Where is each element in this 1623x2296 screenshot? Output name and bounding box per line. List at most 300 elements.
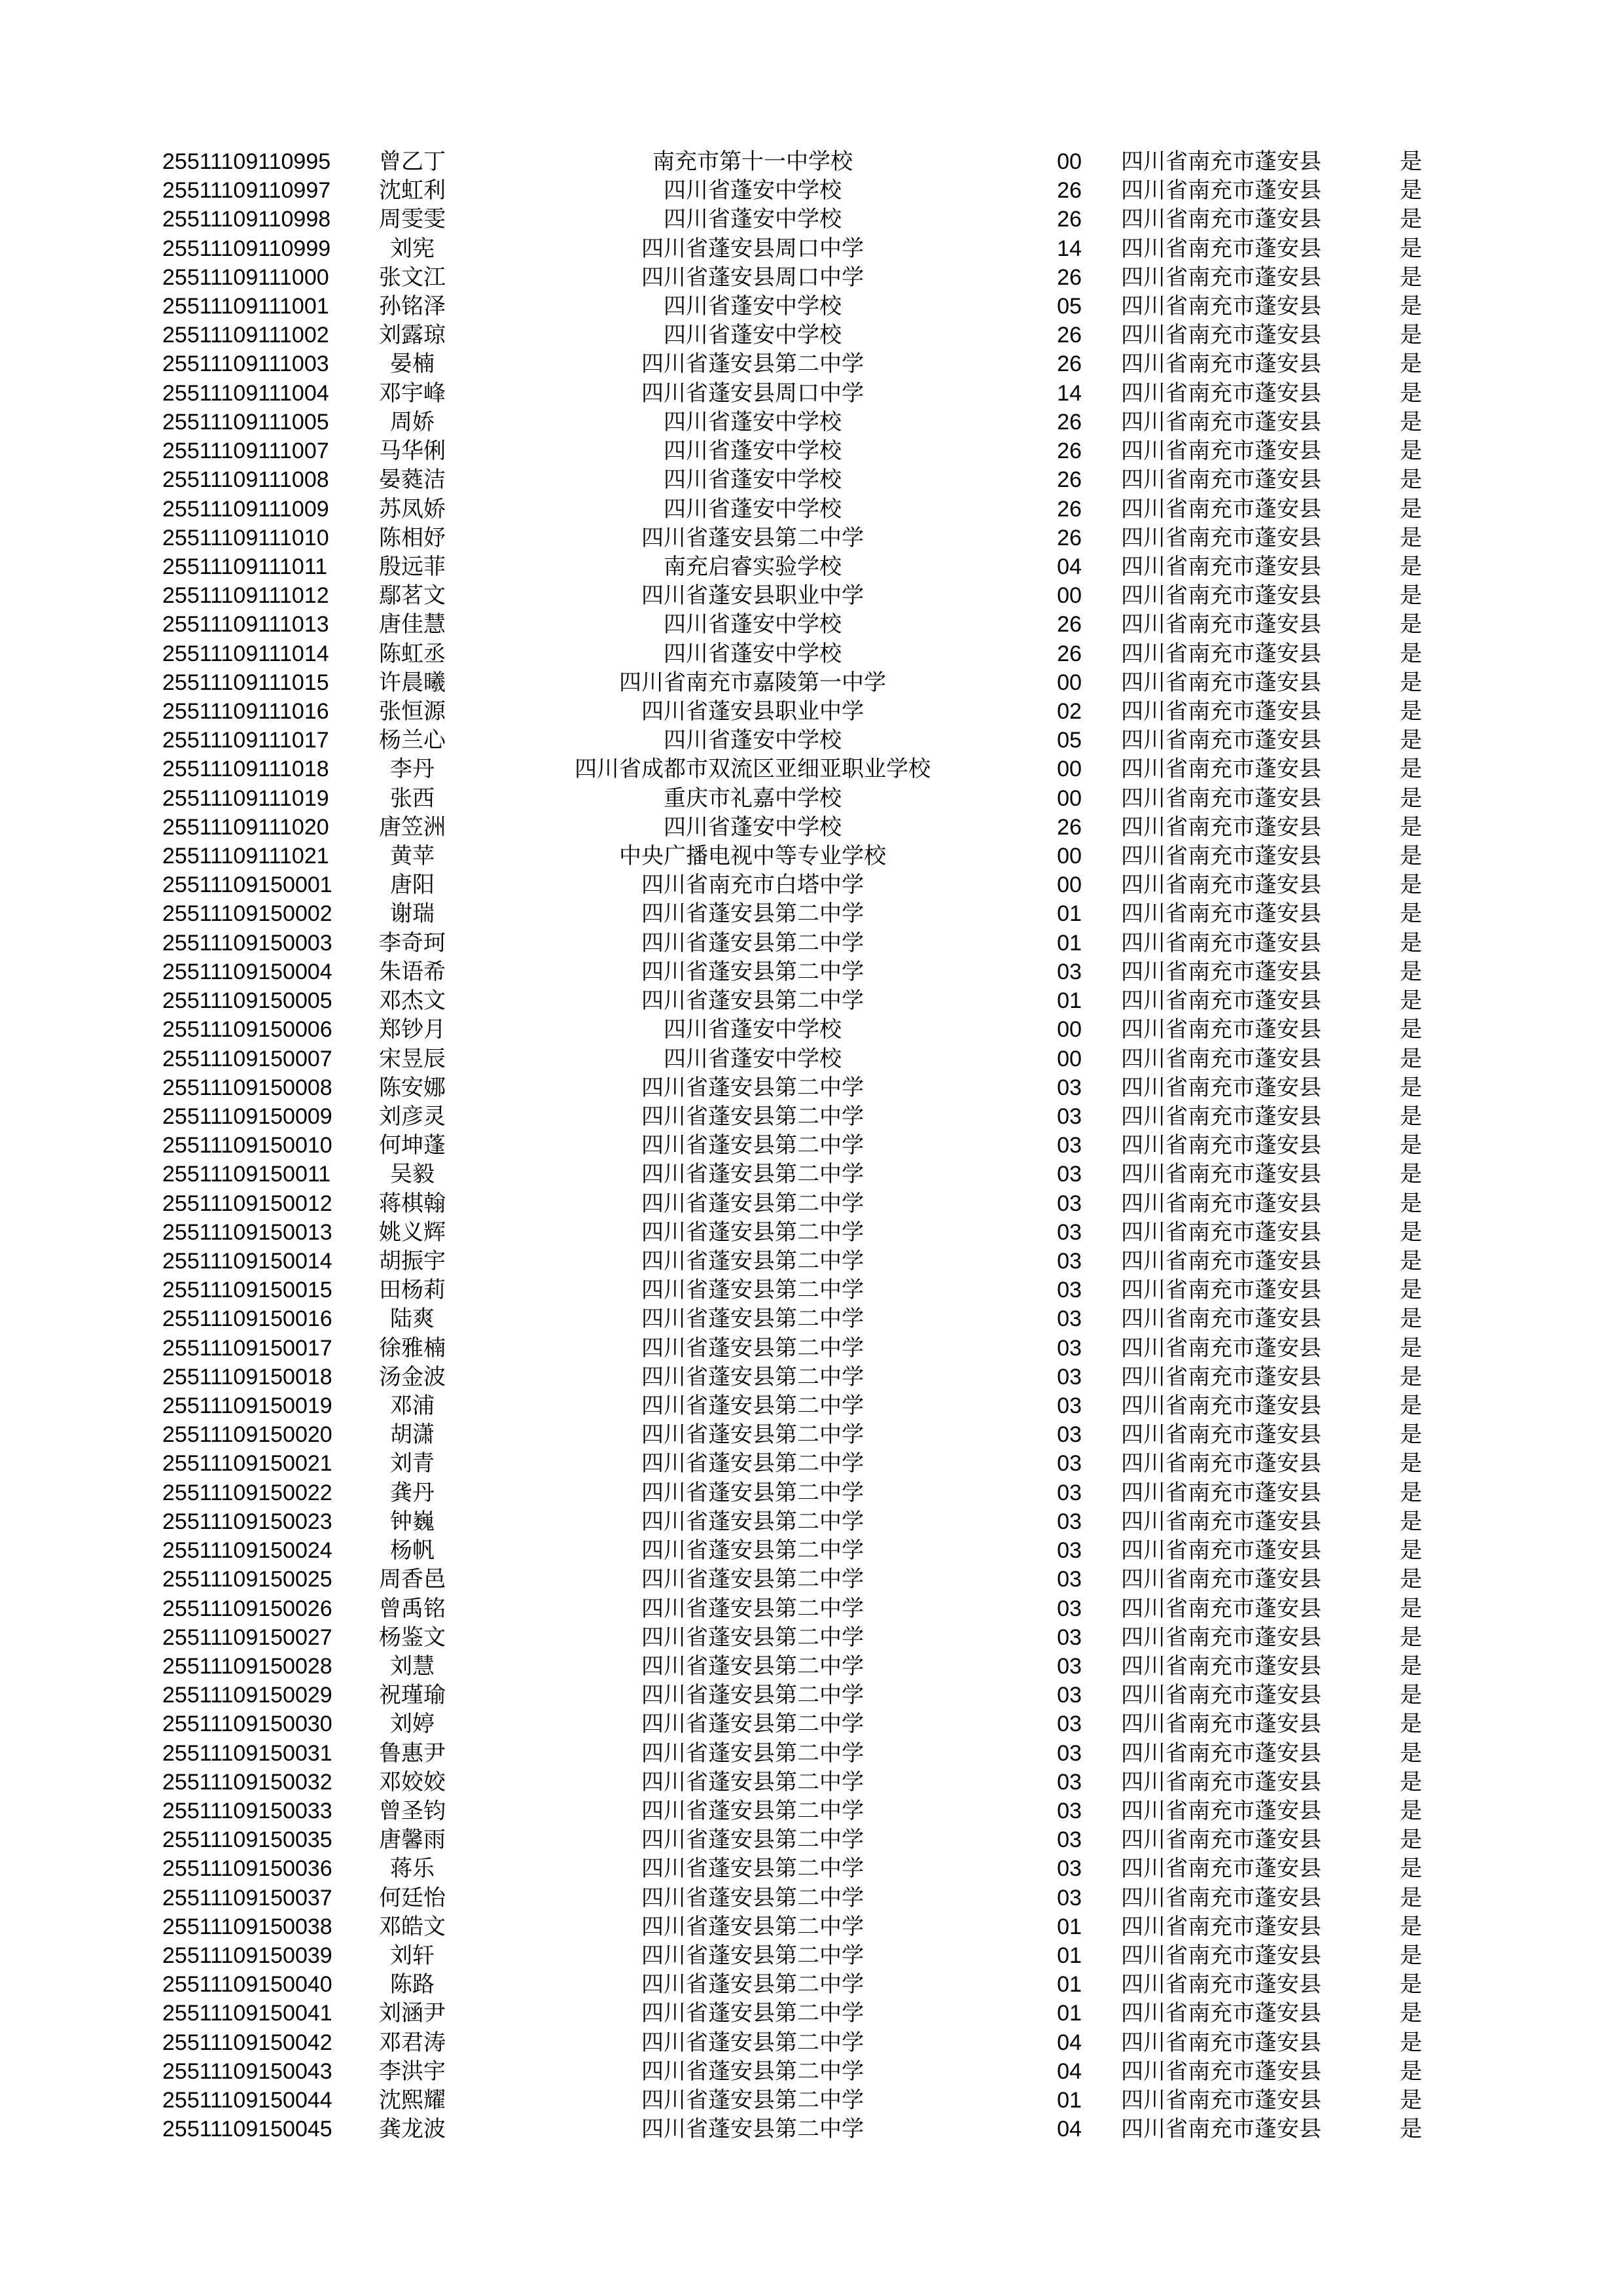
eligibility-flag: 是 (1400, 1827, 1422, 1853)
registration-number: 25511109111005 (162, 409, 329, 435)
region-name: 四川省南充市蓬安县 (1121, 1567, 1321, 1592)
student-name: 鲁惠尹 (379, 1740, 446, 1766)
eligibility-flag: 是 (1400, 1740, 1422, 1766)
table-row (0, 1739, 1623, 1768)
table-row (0, 1102, 1623, 1131)
school-name: 四川省蓬安中学校 (664, 178, 842, 204)
student-name: 曾乙丁 (379, 149, 446, 174)
registration-number: 25511109150015 (162, 1278, 332, 1303)
region-name: 四川省南充市蓬安县 (1121, 1624, 1321, 1650)
registration-number: 25511109111012 (162, 583, 329, 609)
eligibility-flag: 是 (1400, 1856, 1422, 1882)
region-name: 四川省南充市蓬安县 (1121, 1480, 1321, 1505)
student-name: 唐阳 (390, 872, 435, 898)
category-code: 04 (1057, 2117, 1082, 2142)
region-name: 四川省南充市蓬安县 (1121, 2058, 1321, 2084)
category-code: 03 (1057, 1624, 1082, 1650)
category-code: 01 (1057, 930, 1082, 956)
school-name: 四川省成都市双流区亚细亚职业学校 (575, 757, 931, 782)
eligibility-flag: 是 (1400, 1798, 1422, 1823)
table-row (0, 1479, 1623, 1507)
student-name: 张西 (390, 785, 435, 811)
region-name: 四川省南充市蓬安县 (1121, 1972, 1321, 1998)
region-name: 四川省南充市蓬安县 (1121, 1422, 1321, 1448)
table-row (0, 610, 1623, 639)
student-name: 鄢茗文 (379, 583, 446, 609)
student-name: 杨鉴文 (379, 1624, 446, 1650)
student-name: 陈路 (390, 1972, 435, 1998)
region-name: 四川省南充市蓬安县 (1121, 1943, 1321, 1969)
eligibility-flag: 是 (1400, 2001, 1422, 2026)
table-row (0, 1247, 1623, 1276)
school-name: 四川省蓬安县第二中学 (641, 1219, 864, 1245)
table-row (0, 1652, 1623, 1681)
eligibility-flag: 是 (1400, 698, 1422, 724)
registration-number: 25511109150044 (162, 2088, 332, 2113)
region-name: 四川省南充市蓬安县 (1121, 1596, 1321, 1621)
school-name: 四川省南充市白塔中学 (641, 872, 864, 898)
school-name: 四川省蓬安县第二中学 (641, 1422, 864, 1448)
table-row (0, 958, 1623, 986)
student-name: 邓姣姣 (379, 1769, 446, 1795)
region-name: 四川省南充市蓬安县 (1121, 1827, 1321, 1853)
table-row (0, 1797, 1623, 1825)
category-code: 26 (1057, 814, 1082, 840)
table-row (0, 350, 1623, 378)
school-name: 四川省蓬安县周口中学 (641, 264, 864, 290)
student-name: 沈虹利 (379, 178, 446, 204)
student-name: 刘涵尹 (379, 2001, 446, 2026)
region-name: 四川省南充市蓬安县 (1121, 149, 1321, 174)
region-name: 四川省南充市蓬安县 (1121, 1335, 1321, 1361)
eligibility-flag: 是 (1400, 525, 1422, 550)
category-code: 03 (1057, 1162, 1082, 1187)
category-code: 00 (1057, 1046, 1082, 1071)
registration-number: 25511109111017 (162, 728, 329, 753)
school-name: 四川省蓬安县职业中学 (641, 583, 864, 609)
eligibility-flag: 是 (1400, 467, 1422, 493)
registration-number: 25511109150024 (162, 1538, 332, 1564)
registration-number: 25511109111021 (162, 844, 329, 869)
region-name: 四川省南充市蓬安县 (1121, 439, 1321, 464)
region-name: 四川省南充市蓬安县 (1121, 583, 1321, 609)
eligibility-flag: 是 (1400, 1306, 1422, 1332)
category-code: 03 (1057, 1827, 1082, 1853)
eligibility-flag: 是 (1400, 1162, 1422, 1187)
eligibility-flag: 是 (1400, 496, 1422, 522)
region-name: 四川省南充市蓬安县 (1121, 323, 1321, 348)
school-name: 四川省蓬安县第二中学 (641, 2001, 864, 2026)
school-name: 四川省南充市嘉陵第一中学 (619, 670, 886, 695)
eligibility-flag: 是 (1400, 1683, 1422, 1708)
registration-number: 25511109150033 (162, 1798, 332, 1823)
school-name: 四川省蓬安县第二中学 (641, 2088, 864, 2113)
registration-number: 25511109111019 (162, 785, 329, 811)
student-name: 龚丹 (390, 1480, 435, 1505)
eligibility-flag: 是 (1400, 2058, 1422, 2084)
registration-number: 25511109111014 (162, 641, 329, 666)
registration-number: 25511109150006 (162, 1017, 332, 1043)
category-code: 04 (1057, 2058, 1082, 2084)
student-name: 张恒源 (379, 698, 446, 724)
table-row (0, 1970, 1623, 1999)
eligibility-flag: 是 (1400, 236, 1422, 261)
region-name: 四川省南充市蓬安县 (1121, 785, 1321, 811)
eligibility-flag: 是 (1400, 1046, 1422, 1071)
table-row (0, 408, 1623, 437)
category-code: 26 (1057, 207, 1082, 232)
student-name: 周雯雯 (379, 207, 446, 232)
student-name: 曾禹铭 (379, 1596, 446, 1621)
registration-number: 25511109150011 (162, 1162, 331, 1187)
region-name: 四川省南充市蓬安县 (1121, 380, 1321, 406)
student-name: 何坤蓬 (379, 1133, 446, 1158)
region-name: 四川省南充市蓬安县 (1121, 554, 1321, 579)
region-name: 四川省南充市蓬安县 (1121, 1509, 1321, 1534)
table-row (0, 1073, 1623, 1102)
student-name: 唐佳慧 (379, 612, 446, 637)
school-name: 四川省蓬安县第二中学 (641, 2030, 864, 2055)
school-name: 四川省蓬安县第二中学 (641, 1567, 864, 1592)
table-row (0, 1854, 1623, 1883)
eligibility-flag: 是 (1400, 351, 1422, 377)
table-row (0, 2028, 1623, 2057)
registration-number: 25511109150032 (162, 1769, 332, 1795)
school-name: 四川省蓬安县第二中学 (641, 2058, 864, 2084)
region-name: 四川省南充市蓬安县 (1121, 814, 1321, 840)
student-name: 吴毅 (390, 1162, 435, 1187)
student-name: 晏蕤洁 (379, 467, 446, 493)
table-row (0, 1189, 1623, 1218)
student-name: 马华俐 (379, 439, 446, 464)
category-code: 26 (1057, 612, 1082, 637)
region-name: 四川省南充市蓬安县 (1121, 959, 1321, 984)
table-row (0, 1131, 1623, 1160)
region-name: 四川省南充市蓬安县 (1121, 1856, 1321, 1882)
table-row (0, 929, 1623, 958)
registration-number: 25511109150045 (162, 2117, 332, 2142)
category-code: 03 (1057, 1798, 1082, 1823)
student-name: 杨帆 (390, 1538, 435, 1564)
school-name: 四川省蓬安县第二中学 (641, 2117, 864, 2142)
eligibility-flag: 是 (1400, 1103, 1422, 1129)
category-code: 00 (1057, 670, 1082, 695)
school-name: 南充启睿实验学校 (664, 554, 842, 579)
school-name: 四川省蓬安县第二中学 (641, 1712, 864, 1737)
eligibility-flag: 是 (1400, 583, 1422, 609)
registration-number: 25511109111018 (162, 757, 329, 782)
registration-number: 25511109150017 (162, 1335, 332, 1361)
category-code: 03 (1057, 959, 1082, 984)
registration-number: 25511109150013 (162, 1219, 332, 1245)
table-row (0, 292, 1623, 321)
school-name: 四川省蓬安县第二中学 (641, 1393, 864, 1419)
school-name: 四川省蓬安县第二中学 (641, 1914, 864, 1939)
eligibility-flag: 是 (1400, 785, 1422, 811)
school-name: 四川省蓬安县第二中学 (641, 1827, 864, 1853)
student-name: 何廷怡 (379, 1885, 446, 1910)
student-name: 邓杰文 (379, 988, 446, 1014)
region-name: 四川省南充市蓬安县 (1121, 2030, 1321, 2055)
eligibility-flag: 是 (1400, 1567, 1422, 1592)
eligibility-flag: 是 (1400, 612, 1422, 637)
region-name: 四川省南充市蓬安县 (1121, 525, 1321, 550)
region-name: 四川省南充市蓬安县 (1121, 728, 1321, 753)
eligibility-flag: 是 (1400, 641, 1422, 666)
registration-number: 25511109150026 (162, 1596, 332, 1621)
eligibility-flag: 是 (1400, 207, 1422, 232)
region-name: 四川省南充市蓬安县 (1121, 2088, 1321, 2113)
category-code: 01 (1057, 1972, 1082, 1998)
table-row (0, 726, 1623, 755)
region-name: 四川省南充市蓬安县 (1121, 1885, 1321, 1910)
eligibility-flag: 是 (1400, 1596, 1422, 1621)
region-name: 四川省南充市蓬安县 (1121, 1683, 1321, 1708)
school-name: 四川省蓬安县周口中学 (641, 236, 864, 261)
student-name: 殷远菲 (379, 554, 446, 579)
eligibility-flag: 是 (1400, 1972, 1422, 1998)
student-name: 张文江 (379, 264, 446, 290)
student-name: 曾圣钧 (379, 1798, 446, 1823)
school-name: 四川省蓬安中学校 (664, 323, 842, 348)
school-name: 四川省蓬安县第二中学 (641, 1769, 864, 1795)
registration-number: 25511109110998 (162, 207, 331, 232)
registration-number: 25511109150040 (162, 1972, 332, 1998)
registration-number: 25511109150043 (162, 2058, 332, 2084)
school-name: 四川省蓬安县第二中学 (641, 1103, 864, 1129)
category-code: 26 (1057, 178, 1082, 204)
eligibility-flag: 是 (1400, 757, 1422, 782)
registration-number: 25511109110999 (162, 236, 331, 261)
table-row (0, 1334, 1623, 1363)
eligibility-flag: 是 (1400, 554, 1422, 579)
table-row (0, 1536, 1623, 1565)
registration-number: 25511109111008 (162, 467, 329, 493)
school-name: 四川省蓬安县第二中学 (641, 1624, 864, 1650)
school-name: 四川省蓬安县第二中学 (641, 1653, 864, 1679)
student-name: 邓君涛 (379, 2030, 446, 2055)
school-name: 四川省蓬安县第二中学 (641, 1480, 864, 1505)
table-row (0, 465, 1623, 494)
school-name: 四川省蓬安县第二中学 (641, 1278, 864, 1303)
region-name: 四川省南充市蓬安县 (1121, 1248, 1321, 1274)
student-name: 徐雅楠 (379, 1335, 446, 1361)
eligibility-flag: 是 (1400, 1364, 1422, 1390)
category-code: 03 (1057, 1278, 1082, 1303)
category-code: 01 (1057, 2001, 1082, 2026)
category-code: 03 (1057, 1219, 1082, 1245)
registration-number: 25511109150003 (162, 930, 332, 956)
registration-number: 25511109150012 (162, 1191, 332, 1216)
student-name: 姚义辉 (379, 1219, 446, 1245)
region-name: 四川省南充市蓬安县 (1121, 844, 1321, 869)
registration-number: 25511109150038 (162, 1914, 332, 1939)
registration-number: 25511109150001 (162, 872, 332, 898)
table-row (0, 1391, 1623, 1420)
table-row (0, 1420, 1623, 1449)
student-name: 汤金波 (379, 1364, 446, 1390)
category-code: 03 (1057, 1335, 1082, 1361)
registration-number: 25511109150009 (162, 1103, 332, 1129)
eligibility-flag: 是 (1400, 1191, 1422, 1216)
category-code: 26 (1057, 496, 1082, 522)
region-name: 四川省南充市蓬安县 (1121, 294, 1321, 319)
category-code: 03 (1057, 1712, 1082, 1737)
student-name: 钟巍 (390, 1509, 435, 1534)
registration-number: 25511109150031 (162, 1740, 332, 1766)
eligibility-flag: 是 (1400, 814, 1422, 840)
student-name: 孙铭泽 (379, 294, 446, 319)
category-code: 01 (1057, 2088, 1082, 2113)
table-row (0, 1565, 1623, 1594)
student-name: 蒋棋翰 (379, 1191, 446, 1216)
table-row (0, 2086, 1623, 2115)
eligibility-flag: 是 (1400, 1278, 1422, 1303)
registration-number: 25511109150042 (162, 2030, 332, 2055)
table-row (0, 321, 1623, 350)
registration-number: 25511109111003 (162, 351, 329, 377)
region-name: 四川省南充市蓬安县 (1121, 930, 1321, 956)
registration-number: 25511109150005 (162, 988, 332, 1014)
table-row (0, 1623, 1623, 1652)
region-name: 四川省南充市蓬安县 (1121, 264, 1321, 290)
table-row (0, 1507, 1623, 1536)
eligibility-flag: 是 (1400, 844, 1422, 869)
school-name: 四川省蓬安县第二中学 (641, 1133, 864, 1158)
category-code: 03 (1057, 1885, 1082, 1910)
table-row (0, 1276, 1623, 1304)
category-code: 03 (1057, 1596, 1082, 1621)
region-name: 四川省南充市蓬安县 (1121, 1914, 1321, 1939)
eligibility-flag: 是 (1400, 380, 1422, 406)
registration-number: 25511109111004 (162, 380, 329, 406)
category-code: 03 (1057, 1480, 1082, 1505)
table-row (0, 205, 1623, 234)
registration-number: 25511109111001 (162, 294, 329, 319)
school-name: 四川省蓬安中学校 (664, 467, 842, 493)
eligibility-flag: 是 (1400, 2030, 1422, 2055)
category-code: 03 (1057, 1422, 1082, 1448)
table-row (0, 1160, 1623, 1189)
region-name: 四川省南充市蓬安县 (1121, 1740, 1321, 1766)
table-row (0, 1304, 1623, 1333)
table-row (0, 784, 1623, 813)
region-name: 四川省南充市蓬安县 (1121, 2117, 1321, 2142)
student-name: 邓宇峰 (379, 380, 446, 406)
registration-number: 25511109150014 (162, 1248, 332, 1274)
region-name: 四川省南充市蓬安县 (1121, 496, 1321, 522)
region-name: 四川省南充市蓬安县 (1121, 1278, 1321, 1303)
category-code: 26 (1057, 409, 1082, 435)
table-row (0, 2115, 1623, 2144)
school-name: 四川省蓬安中学校 (664, 496, 842, 522)
school-name: 四川省蓬安县第二中学 (641, 351, 864, 377)
category-code: 26 (1057, 641, 1082, 666)
school-name: 南充市第十一中学校 (652, 149, 853, 174)
school-name: 四川省蓬安县第二中学 (641, 1451, 864, 1477)
school-name: 四川省蓬安县第二中学 (641, 1248, 864, 1274)
registration-number: 25511109150022 (162, 1480, 332, 1505)
eligibility-flag: 是 (1400, 294, 1422, 319)
category-code: 03 (1057, 1191, 1082, 1216)
school-name: 四川省蓬安中学校 (664, 641, 842, 666)
category-code: 03 (1057, 1103, 1082, 1129)
registration-number: 25511109150036 (162, 1856, 332, 1882)
table-row (0, 697, 1623, 726)
table-row (0, 495, 1623, 524)
eligibility-flag: 是 (1400, 1248, 1422, 1274)
student-name: 邓浦 (390, 1393, 435, 1419)
registration-number: 25511109150002 (162, 901, 332, 927)
registration-number: 25511109111020 (162, 814, 329, 840)
student-name: 周香邑 (379, 1567, 446, 1592)
registration-number: 25511109150008 (162, 1075, 332, 1100)
region-name: 四川省南充市蓬安县 (1121, 207, 1321, 232)
student-name: 陈安娜 (379, 1075, 446, 1100)
table-row (0, 581, 1623, 610)
category-code: 03 (1057, 1538, 1082, 1564)
school-name: 四川省蓬安县第二中学 (641, 1306, 864, 1332)
registration-number: 25511109150029 (162, 1683, 332, 1708)
region-name: 四川省南充市蓬安县 (1121, 467, 1321, 493)
region-name: 四川省南充市蓬安县 (1121, 670, 1321, 695)
eligibility-flag: 是 (1400, 2088, 1422, 2113)
region-name: 四川省南充市蓬安县 (1121, 1103, 1321, 1129)
category-code: 03 (1057, 1683, 1082, 1708)
table-row (0, 870, 1623, 899)
school-name: 四川省蓬安中学校 (664, 612, 842, 637)
school-name: 四川省蓬安县第二中学 (641, 1972, 864, 1998)
registration-number: 25511109111013 (162, 612, 329, 637)
table-row (0, 1363, 1623, 1391)
table-row (0, 986, 1623, 1015)
student-name: 陆爽 (390, 1306, 435, 1332)
category-code: 00 (1057, 844, 1082, 869)
region-name: 四川省南充市蓬安县 (1121, 1017, 1321, 1043)
category-code: 03 (1057, 1393, 1082, 1419)
table-row (0, 1912, 1623, 1941)
registration-number: 25511109111015 (162, 670, 329, 695)
category-code: 26 (1057, 525, 1082, 550)
eligibility-flag: 是 (1400, 323, 1422, 348)
region-name: 四川省南充市蓬安县 (1121, 1219, 1321, 1245)
student-name: 邓皓文 (379, 1914, 446, 1939)
school-name: 四川省蓬安县第二中学 (641, 1162, 864, 1187)
table-row (0, 842, 1623, 870)
eligibility-flag: 是 (1400, 1393, 1422, 1419)
category-code: 00 (1057, 1017, 1082, 1043)
eligibility-flag: 是 (1400, 1653, 1422, 1679)
student-name: 胡振宇 (379, 1248, 446, 1274)
student-name: 陈相妤 (379, 525, 446, 550)
school-name: 四川省蓬安县第二中学 (641, 1798, 864, 1823)
student-name: 刘轩 (390, 1943, 435, 1969)
student-name: 朱语希 (379, 959, 446, 984)
category-code: 01 (1057, 988, 1082, 1014)
category-code: 01 (1057, 1914, 1082, 1939)
table-row (0, 437, 1623, 465)
student-name: 苏凤娇 (379, 496, 446, 522)
eligibility-flag: 是 (1400, 1133, 1422, 1158)
table-row (0, 1825, 1623, 1854)
eligibility-flag: 是 (1400, 1769, 1422, 1795)
school-name: 四川省蓬安县第二中学 (641, 930, 864, 956)
registration-number: 25511109150019 (162, 1393, 332, 1419)
eligibility-flag: 是 (1400, 1943, 1422, 1969)
eligibility-flag: 是 (1400, 988, 1422, 1014)
table-row (0, 176, 1623, 205)
category-code: 03 (1057, 1248, 1082, 1274)
